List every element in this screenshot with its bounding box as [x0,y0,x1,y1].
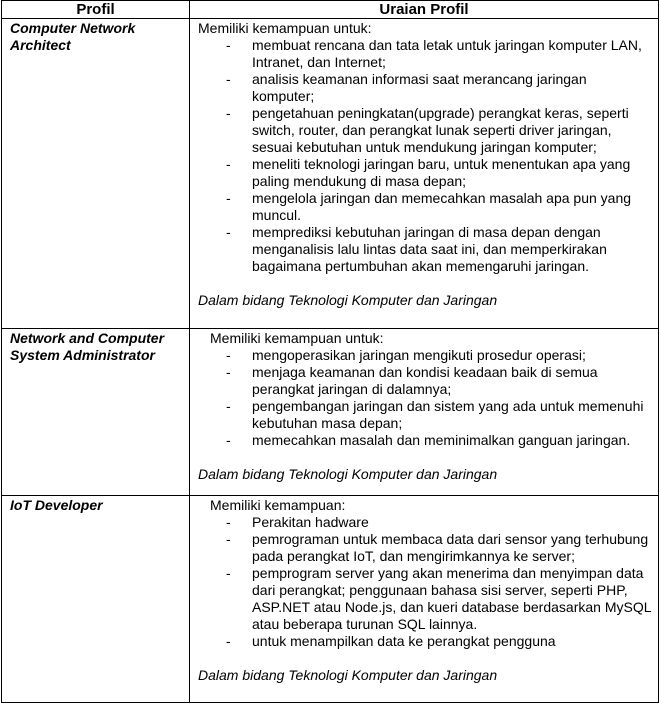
intro-text: Memiliki kemampuan untuk: [210,330,384,346]
list-item: - menjaga keamanan dan kondisi keadaan baik di semua perangkat jaringan di dalamnya; [226,364,598,397]
list-item: - mengoperasikan jaringan mengikuti prosedur operasi; [226,347,586,363]
intro-text: Memiliki kemampuan: [210,497,346,513]
list-item: - Perakitan hadware [226,514,369,530]
list-item: - pemprogram server yang akan menerima dan menyimpan data dari perangkat; penggunaan bahasa sisi server, seperti PHP, ASP.NET atau Node.js, dan kueri database berdasarkan MySQL atau beberapa turunan SQL lainnya. [226,565,651,632]
intro-text: Memiliki kemampuan untuk: [198,20,372,36]
ability-list [198,37,652,275]
profile-description [190,19,659,329]
list-item: - memprediksi kebutuhan jaringan di masa depan dengan menganalisis lalu lintas data saat ini, dan memperkirakan bagaimana pertumbuhan akan memengaruhi jaringan. [226,224,607,274]
profile-name: IoT Developer [2,496,190,703]
list-item: - memecahkan masalah dan meminimalkan ganguan jaringan. [226,432,631,448]
list-item: - pengembangan jaringan dan sistem yang ada untuk memenuhi kebutuhan masa depan; [226,398,644,431]
ability-list [198,514,652,650]
table-row [2,496,659,703]
list-item: - pemrograman untuk membaca data dari sensor yang terhubung pada perangkat IoT, dan mengirimkannya ke server; [226,531,649,564]
domain-note: Dalam bidang Teknologi Komputer dan Jaringan [198,667,498,683]
list-item: - untuk menampilkan data ke perangkat pengguna [226,633,556,649]
header-profile: Profil [2,1,190,19]
list-item: - mengelola jaringan dan memecahkan masalah apa pun yang muncul. [226,190,632,223]
ability-list [198,347,652,449]
list-item: - pengetahuan peningkatan(upgrade) perangkat keras, seperti switch, router, dan perangkat lunak seperti driver jaringan, sesuai kebutuhan untuk mendukung jaringan komputer; [226,105,629,155]
domain-note: Dalam bidang Teknologi Komputer dan Jaringan [198,466,498,482]
profile-name: Network and Computer System Administrator [2,329,190,496]
list-item: - membuat rencana dan tata letak untuk jaringan komputer LAN, Intranet, dan Internet; [226,37,642,70]
list-item: - meneliti teknologi jaringan baru, untuk menentukan apa yang paling mendukung di masa depan; [226,156,631,189]
table-row [2,329,659,496]
list-item: - analisis keamanan informasi saat merancang jaringan komputer; [226,71,587,104]
profile-description [190,496,659,703]
header-row [2,1,659,19]
profile-table [1,0,659,703]
table-row [2,19,659,329]
header-description: Uraian Profil [190,1,659,19]
domain-note: Dalam bidang Teknologi Komputer dan Jaringan [198,292,498,308]
profile-description [190,329,659,496]
profile-name: Computer Network Architect [2,19,190,329]
